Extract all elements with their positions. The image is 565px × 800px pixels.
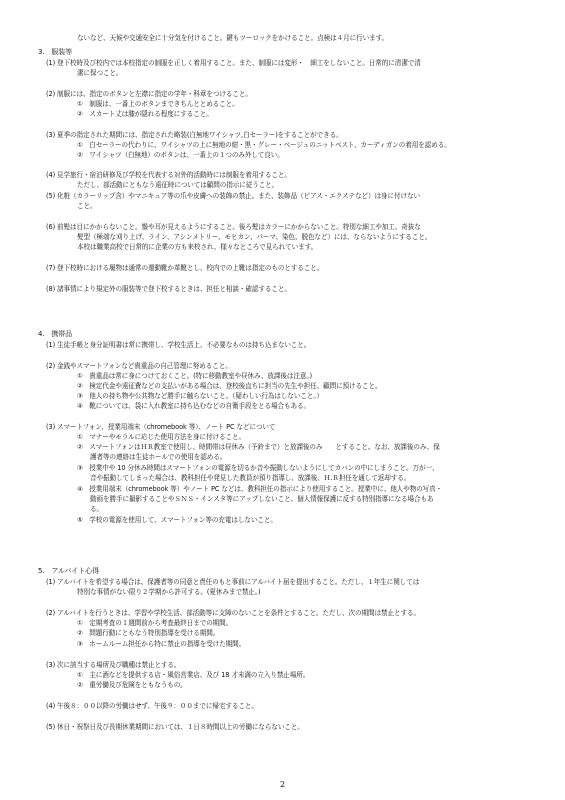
text-line: ② 重労働及び危険をともなうもの。: [77, 681, 187, 689]
text-line: (2) 金銭やスマートフォンなど貴重品の自己管理に努めること。: [46, 362, 232, 370]
text-line: ないなど、天候や交通安全に十分気を付けること。鍵もツーロックをかけること。点検は４月に行います。: [77, 34, 389, 42]
text-line: ④ 授業用端末（chromebook 等）やノート PC などは、教科担任の指示により使用すること。授業中に、他人や物の写真・: [77, 485, 443, 493]
text-line: ② 問題行動にともなう特別指導を受ける期間。: [77, 629, 220, 637]
text-line: ② スカート丈は膝が隠れる程度にすること。: [77, 110, 213, 118]
section-heading: 4. 携帯品: [38, 330, 73, 338]
text-line: (3) 夏季の指定された期間には、指定された略装(白無地ワイシャツ,白セーラー)をすることができる。: [46, 131, 343, 139]
page-number: 2: [279, 780, 286, 789]
text-line: (8) 諸事情により規定外の服装等で登下校するときは、担任と相談・確認すること。: [46, 285, 291, 293]
text-line: こと。: [77, 202, 97, 210]
text-line: (1) アルバイトを希望する場合は、保護者等の同意と責任のもと事前にアルバイト届を提出すること。ただし、１年生に関しては: [46, 578, 420, 586]
text-line: (2) 制服には、指定のボタンと左襟に指定の学年・科章をつけること。: [46, 90, 252, 98]
text-line: (2) アルバイトを行うときは、学習や学校生活、部活動等に支障のないことを条件とすること。ただし、次の期間は禁止とする。: [46, 609, 420, 617]
text-line: 音や振動してしまった場合は、教科担任や発見した教員が預り指導し、放課後、Ｈ.Ｒ担任を通して返却する。: [90, 474, 411, 482]
text-line: 潔に保つこと。: [77, 69, 123, 77]
text-line: (7) 登下校時における履物は通常の運動靴か革靴とし、校内での上靴は指定のものとすること。: [46, 264, 324, 272]
text-line: ⑤ 学校の電源を使用して、スマートフォン等の充電はしないこと。: [77, 516, 277, 524]
text-line: ① 白セーラーの代わりに、ワイシャツの上に無地の紺・黒・グレー・ベージュのニットベスト、カーディガンの着用を認める。: [77, 141, 451, 149]
text-line: ① 主に酒などを提供する店・風俗営業店、及び 18 才未満の立入り禁止場所。: [77, 671, 310, 679]
text-line: ③ 授業中や 10 分休み時間はスマートフォンの電源を切るか音や振動しないようにしてカバンの中にしまうこと。万が一、: [77, 464, 439, 472]
text-line: (5) 休日・祝祭日及び長期休業期間においては、１日８時間以上の労働にならないこと。: [46, 723, 304, 731]
text-line: (4) 見学旅行・宿泊研修及び学校を代表する対外的活動時には制服を着用すること。: [46, 171, 291, 179]
text-line: (6) 前髪は目にかからないこと。鬚や耳が見えるようにすること。後ろ髪はカラーにかからないこと。特別な細工や加工、奇抜な: [46, 223, 421, 231]
section-heading: 3. 服装等: [38, 48, 73, 56]
text-line: ただし、部活動にともなう遠征時については顧問の指示に従うこと。: [77, 181, 279, 189]
text-line: 髪型（極端な刈り上げ、ライン、アシンメトリー、モヒカン、パーマ、染色、脱色など）には、ならないようにすること。: [77, 233, 432, 241]
text-line: ② ワイシャツ（白無地）のボタンは、一番上の１つのみ外して良い。: [77, 151, 284, 159]
text-line: (1) 登下校時及び校内では本校指定の制服を正しく着用すること。また、制服には変形・ 細工をしないこと。日常的に清潔で清: [46, 59, 421, 67]
text-line: (1) 生徒手帳と身分証明書は常に携帯し、学校生活上、不必要なものは持ち込まないこと。: [46, 341, 311, 349]
text-line: る。: [90, 505, 103, 513]
text-line: ① 貴重品は常に身につけておくこと。(特に移動教室や昼休み、放課後は注意。): [77, 372, 313, 380]
text-line: (3) スマートフォン、授業用端末（chromebook 等）、ノート PC などについて: [46, 423, 276, 431]
text-line: 動画を勝手に撮影することやＳＮＳ・インスタ等にアップしないこと。個人情報保護に反する特別指導になる場合もあ: [90, 495, 434, 503]
text-line: 護者等の連絡は生徒ホールでの使用を認める。: [90, 453, 227, 461]
text-line: (3) 次に該当する場所及び職種は禁止とする。: [46, 661, 181, 669]
text-line: 特別な事情がない限り２学期から許可する。(夏休みまで禁止。): [77, 588, 261, 596]
text-line: ② スマートフォンはＨＲ教室で使用し、時間帯は昼休み（予鈴まで）と放課後のみ とすること。なお、放課後のみ、保: [77, 443, 440, 451]
text-line: ③ ホームルーム担任から特に禁止の指導を受けた期間。: [77, 640, 246, 648]
text-line: ① 制服は、一番上のボタンまできちんととめること。: [77, 100, 239, 108]
section-heading: 5. アルバイト心得: [38, 567, 99, 575]
text-line: (5) 化粧（カラーリップ含）やマニキュア等の爪や皮膚への装飾の禁止。また、装飾品（ピアス・エクステなど）は身に付けない: [46, 192, 420, 200]
text-line: ④ 靴については、袋に入れ教室に持ち込むなどの自衛手段をとる場合もある。: [77, 402, 310, 410]
text-line: 本校は職業高校で日常的に企業の方も来校され、様々なところで見られています。: [77, 243, 318, 251]
text-line: (4) 午後８：００以降の労働はせず、午後９：００までに帰宅すること。: [46, 702, 258, 710]
text-line: ① 定期考査の１週間前から考査最終日までの期間。: [77, 619, 233, 627]
text-line: ③ 他人の持ち物や公共物など勝手に触らないこと。（疑わしい行為はしないこと。）: [77, 392, 323, 400]
text-line: ① マナーやモラルに応じた使用方法を身に付けること。: [77, 433, 245, 441]
text-line: ② 検定代金や遠征費などの支払いがある場合は、登校後直ちに担当の先生や担任、顧問に預けること。: [77, 382, 382, 390]
